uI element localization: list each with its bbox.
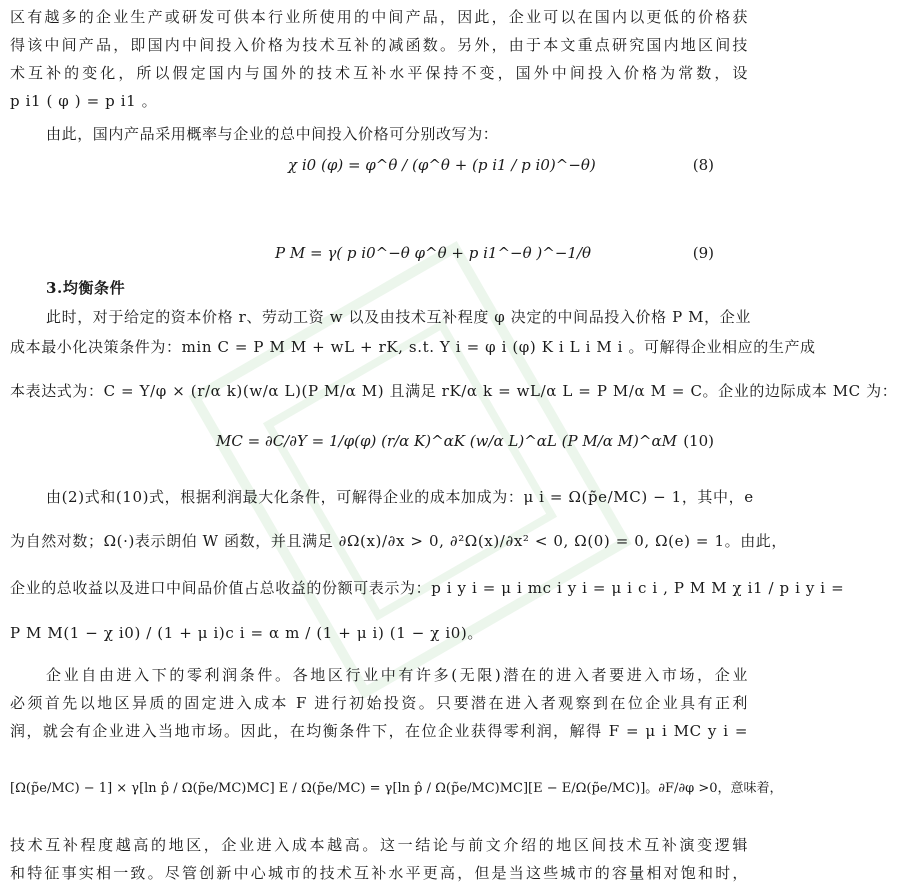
text-line: 成本最小化决策条件为：min C = P M M + wL + rK, s.t. Y i = φ i (φ) K i L i M i 。可解得企业相应的生产成 xyxy=(10,338,816,356)
text-line: 技术互补程度越高的地区，企业进入成本越高。这一结论与前文介绍的地区间技术互补演变逻辑 xyxy=(10,836,748,854)
text-line: 企业自由进入下的零利润条件。各地区行业中有许多(无限)潜在的进入者要进入市场，企业 xyxy=(46,666,748,684)
text-line: 由(2)式和(10)式，根据利润最大化条件，可解得企业的成本加成为：μ i = Ω(p̃e/MC) − 1，其中，e xyxy=(46,488,754,506)
text-line: P M M(1 − χ i0) / (1 + μ i)c i = α m / (1 + μ i) (1 − χ i0)。 xyxy=(10,624,483,642)
text-line: 术互补的变化，所以假定国内与国外的技术互补水平保持不变，国外中间投入价格为常数，设 xyxy=(10,64,748,82)
text-line: 本表达式为：C = Y/φ × (r/α k)(w/α L)(P M/α M) 且满足 rK/α k = wL/α L = P M/α M = C。企业的边际成本 MC 为： xyxy=(10,382,897,400)
equation-number: (9) xyxy=(692,244,714,262)
text-line: 和特征事实相一致。尽管创新中心城市的技术互补水平更高，但是当这些城市的容量相对饱和时， xyxy=(10,864,748,882)
text-line: 由此，国内产品采用概率与企业的总中间投入价格可分别改写为： xyxy=(46,125,499,143)
equation-number: (10) xyxy=(683,432,714,450)
text-line: 为自然对数；Ω(·)表示朗伯 W 函数，并且满足 ∂Ω(x)/∂x > 0, ∂²Ω(x)/∂x² < 0, Ω(0) = 0, Ω(e) = 1。由此， xyxy=(10,532,788,550)
text-line: [Ω(p̃e/MC) − 1] × γ[ln p̂ / Ω(p̃e/MC)MC] E / Ω(p̃e/MC) = γ[ln p̂ / Ω(p̃e/MC)MC][E − E/Ω(p̃e/MC)]。∂F/∂φ >0，意味着， xyxy=(10,781,783,796)
equation-9: P M = γ( p i0^−θ φ^θ + p i1^−θ )^−1/θ xyxy=(275,244,592,262)
equation-number: (8) xyxy=(692,156,714,174)
text-line: 此时，对于给定的资本价格 r、劳动工资 w 以及由技术互补程度 φ 决定的中间品投入价格 P M，企业 xyxy=(46,308,751,326)
text-line: 企业的总收益以及进口中间品价值占总收益的份额可表示为：p i y i = μ i mc i y i = μ i c i , P M M χ i1 / p i y i = xyxy=(10,579,845,597)
section-heading: 3.均衡条件 xyxy=(46,279,126,297)
equation-8: χ i0 (φ) = φ^θ / (φ^θ + (p i1 / p i0)^−θ) xyxy=(288,156,596,174)
text-line: 区有越多的企业生产或研发可供本行业所使用的中间产品，因此，企业可以在国内以更低的价格获 xyxy=(10,8,748,26)
equation-10: MC = ∂C/∂Y = 1/φ(φ) (r/α K)^αK (w/α L)^αL (P M/α M)^αM xyxy=(216,432,677,450)
text-line: p i1 ( φ ) = p i1 。 xyxy=(10,92,158,110)
text-line: 得该中间产品，即国内中间投入价格为技术互补的减函数。另外，由于本文重点研究国内地区间技 xyxy=(10,36,748,54)
text-line: 润，就会有企业进入当地市场。因此，在均衡条件下，在位企业获得零利润，解得 F = μ i MC y i = xyxy=(10,722,748,740)
text-line: 必须首先以地区异质的固定进入成本 F 进行初始投资。只要潜在进入者观察到在位企业具有正利 xyxy=(10,694,748,712)
